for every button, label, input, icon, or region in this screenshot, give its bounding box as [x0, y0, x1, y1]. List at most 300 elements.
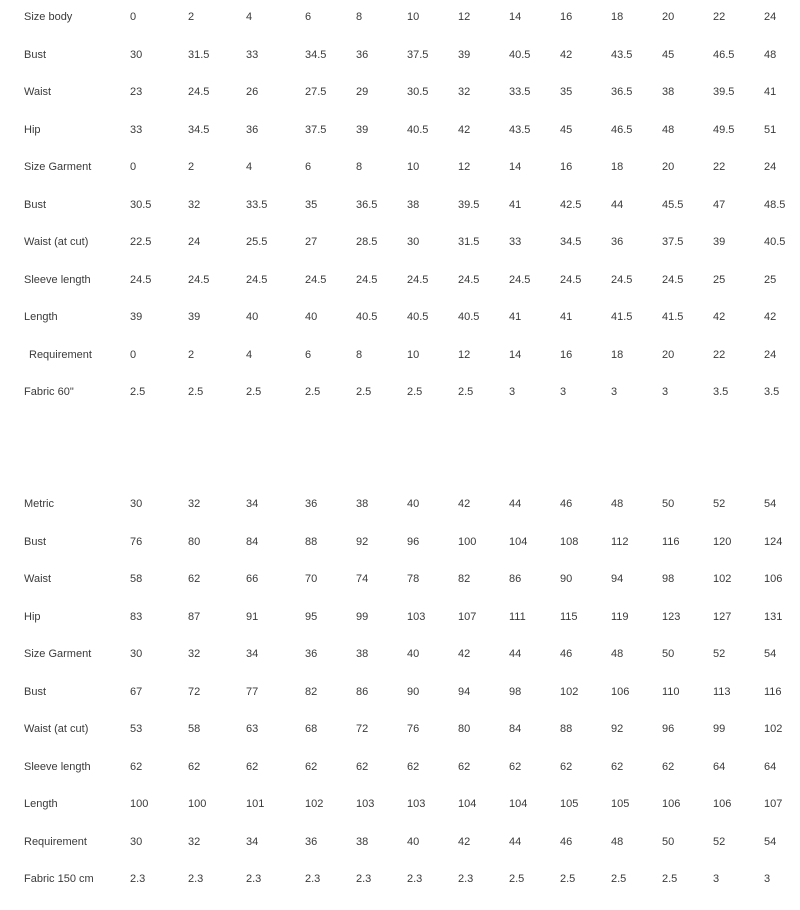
table-cell: 10: [407, 161, 420, 173]
metric-size-chart: [0, 497, 800, 910]
table-cell: 45.5: [662, 198, 684, 211]
row-label: Size Garment: [24, 161, 92, 173]
table-cell: 54: [764, 648, 777, 660]
table-cell: 105: [611, 798, 630, 810]
table-cell: 63: [246, 723, 259, 735]
table-cell: 41: [509, 198, 522, 211]
table-cell: 3: [509, 386, 516, 398]
table-cell: 2: [188, 11, 195, 23]
table-cell: 6: [305, 348, 312, 361]
table-cell: 51: [764, 123, 777, 136]
table-cell: 37.5: [407, 48, 429, 61]
table-cell: 103: [407, 798, 426, 810]
table-cell: 62: [246, 760, 259, 773]
table-cell: 24.5: [662, 273, 684, 286]
table-cell: 30: [130, 835, 143, 848]
table-cell: 14: [509, 348, 522, 361]
row-label: Waist: [24, 86, 52, 98]
row-label: Bust: [24, 685, 47, 698]
table-cell: 50: [662, 648, 675, 660]
table-cell: 52: [713, 835, 726, 848]
table-cell: 40.5: [509, 48, 531, 61]
table-cell: 43.5: [509, 123, 531, 136]
table-cell: 106: [662, 798, 681, 810]
table-cell: 106: [713, 798, 732, 810]
table-cell: 102: [560, 685, 579, 698]
table-row: [0, 497, 800, 535]
table-cell: 40: [407, 648, 420, 660]
table-cell: 48: [662, 123, 675, 136]
table-cell: 2.3: [130, 873, 146, 885]
table-cell: 41.5: [662, 311, 684, 323]
table-cell: 99: [713, 723, 726, 735]
table-cell: 107: [764, 798, 783, 810]
table-row: [0, 348, 800, 386]
table-row: [0, 48, 800, 86]
table-cell: 40: [246, 311, 259, 323]
table-row: [0, 872, 800, 910]
table-cell: 87: [188, 610, 201, 623]
table-cell: 38: [356, 498, 369, 510]
table-cell: 8: [356, 11, 363, 23]
table-cell: 44: [509, 648, 522, 660]
table-cell: 100: [188, 798, 207, 810]
table-cell: 36: [356, 48, 369, 61]
table-cell: 106: [611, 685, 630, 698]
table-cell: 4: [246, 161, 253, 173]
table-cell: 62: [611, 760, 624, 773]
table-cell: 41: [764, 86, 777, 98]
table-cell: 42: [764, 311, 777, 323]
table-cell: 30: [130, 48, 143, 61]
table-cell: 62: [305, 760, 318, 773]
table-cell: 25.5: [246, 236, 268, 248]
table-cell: 62: [130, 760, 143, 773]
row-label: Length: [24, 311, 58, 323]
table-cell: 10: [407, 348, 420, 361]
table-cell: 80: [458, 723, 471, 735]
table-cell: 58: [130, 573, 143, 585]
table-cell: 35: [305, 198, 318, 211]
table-cell: 107: [458, 610, 477, 623]
table-cell: 80: [188, 535, 201, 548]
table-cell: 24: [764, 348, 777, 361]
table-cell: 104: [509, 535, 528, 548]
table-cell: 2.3: [246, 873, 262, 885]
table-cell: 40: [305, 311, 318, 323]
table-cell: 103: [407, 610, 426, 623]
row-label: Metric: [24, 498, 54, 510]
table-cell: 88: [305, 535, 318, 548]
table-cell: 74: [356, 573, 369, 585]
table-cell: 120: [713, 535, 732, 548]
table-cell: 47: [713, 198, 726, 211]
table-cell: 4: [246, 11, 253, 23]
table-cell: 34.5: [560, 236, 582, 248]
table-cell: 88: [560, 723, 573, 735]
table-cell: 34: [246, 648, 259, 660]
table-cell: 68: [305, 723, 318, 735]
table-cell: 33: [246, 48, 259, 61]
table-cell: 33: [130, 123, 143, 136]
table-cell: 49.5: [713, 123, 735, 136]
table-cell: 24.5: [407, 273, 429, 286]
table-cell: 30: [130, 648, 143, 660]
table-cell: 58: [188, 723, 201, 735]
table-cell: 38: [407, 198, 420, 211]
table-cell: 64: [713, 760, 726, 773]
table-cell: 66: [246, 573, 259, 585]
table-cell: 82: [305, 685, 318, 698]
table-cell: 92: [611, 723, 624, 735]
table-cell: 82: [458, 573, 471, 585]
table-cell: 54: [764, 835, 777, 848]
table-cell: 40: [407, 498, 420, 510]
table-cell: 20: [662, 11, 675, 23]
table-cell: 2.5: [188, 386, 204, 398]
table-cell: 44: [509, 835, 522, 848]
table-cell: 42: [458, 498, 471, 510]
table-cell: 131: [764, 610, 783, 623]
table-cell: 31.5: [458, 236, 480, 248]
table-cell: 40.5: [458, 311, 480, 323]
table-cell: 16: [560, 161, 573, 173]
table-cell: 23: [130, 86, 143, 98]
table-cell: 22: [713, 348, 726, 361]
table-cell: 30: [407, 236, 420, 248]
table-cell: 42: [458, 123, 471, 136]
table-row: [0, 572, 800, 610]
table-cell: 0: [130, 161, 137, 173]
table-cell: 95: [305, 610, 318, 623]
row-label: Waist (at cut): [24, 723, 89, 735]
table-cell: 8: [356, 348, 363, 361]
table-cell: 2.5: [305, 386, 321, 398]
table-row: [0, 85, 800, 123]
table-cell: 39.5: [713, 86, 735, 98]
table-cell: 42.5: [560, 198, 582, 211]
table-cell: 38: [356, 648, 369, 660]
table-cell: 3: [662, 386, 669, 398]
table-cell: 99: [356, 610, 369, 623]
table-cell: 4: [246, 348, 253, 361]
table-cell: 52: [713, 648, 726, 660]
table-cell: 94: [458, 685, 471, 698]
table-cell: 39: [458, 48, 471, 61]
table-cell: 2.3: [305, 873, 321, 885]
table-cell: 102: [305, 798, 324, 810]
table-cell: 77: [246, 685, 259, 698]
table-cell: 72: [188, 685, 201, 698]
table-cell: 3: [560, 386, 567, 398]
table-cell: 18: [611, 348, 624, 361]
table-cell: 110: [662, 685, 680, 698]
table-cell: 40.5: [407, 123, 429, 136]
table-cell: 18: [611, 161, 624, 173]
table-cell: 106: [764, 573, 783, 585]
table-row: [0, 385, 800, 423]
table-cell: 76: [407, 723, 420, 735]
table-cell: 24.5: [509, 273, 531, 286]
table-cell: 36: [305, 835, 318, 848]
table-cell: 26: [246, 86, 259, 98]
table-cell: 2.5: [130, 386, 146, 398]
table-cell: 30.5: [407, 86, 429, 98]
table-cell: 40.5: [407, 311, 429, 323]
table-cell: 22: [713, 161, 726, 173]
table-cell: 86: [509, 573, 522, 585]
table-cell: 45: [662, 48, 675, 61]
table-cell: 10: [407, 11, 420, 23]
row-label: Size Garment: [24, 648, 92, 660]
table-cell: 16: [560, 348, 573, 361]
table-cell: 41.5: [611, 311, 633, 323]
table-cell: 24: [188, 236, 201, 248]
table-row: [0, 198, 800, 236]
row-label: Requirement: [29, 348, 92, 361]
table-cell: 8: [356, 161, 363, 173]
row-label: Waist: [24, 573, 52, 585]
table-cell: 2.5: [246, 386, 262, 398]
table-row: [0, 123, 800, 161]
table-cell: 25: [713, 273, 726, 286]
table-cell: 32: [188, 498, 201, 510]
table-cell: 111: [509, 610, 526, 623]
table-cell: 29: [356, 86, 369, 98]
table-row: [0, 797, 800, 835]
table-cell: 42: [458, 648, 471, 660]
table-cell: 78: [407, 573, 420, 585]
table-cell: 105: [560, 798, 579, 810]
table-cell: 37.5: [662, 236, 684, 248]
table-cell: 25: [764, 273, 777, 286]
table-cell: 67: [130, 685, 143, 698]
row-label: Bust: [24, 535, 47, 548]
table-cell: 38: [662, 86, 675, 98]
table-cell: 36: [246, 123, 259, 136]
table-cell: 96: [662, 723, 675, 735]
table-cell: 112: [611, 535, 629, 548]
table-cell: 50: [662, 498, 675, 510]
table-cell: 124: [764, 535, 783, 548]
table-row: [0, 235, 800, 273]
table-row: [0, 273, 800, 311]
table-cell: 35: [560, 86, 573, 98]
table-cell: 0: [130, 348, 137, 361]
row-label: Hip: [24, 123, 41, 136]
table-cell: 2.5: [356, 386, 372, 398]
table-cell: 30: [130, 498, 143, 510]
table-cell: 0: [130, 11, 137, 23]
table-cell: 62: [188, 573, 201, 585]
table-cell: 3.5: [713, 386, 729, 398]
table-cell: 36.5: [356, 198, 378, 211]
table-cell: 27: [305, 236, 318, 248]
table-cell: 103: [356, 798, 375, 810]
table-cell: 2.3: [458, 873, 474, 885]
table-cell: 104: [458, 798, 477, 810]
table-cell: 18: [611, 11, 624, 23]
table-cell: 40: [407, 835, 420, 848]
table-row: [0, 722, 800, 760]
table-row: [0, 760, 800, 798]
table-cell: 34.5: [305, 48, 327, 61]
table-cell: 119: [611, 610, 629, 623]
row-label: Length: [24, 798, 58, 810]
row-label: Sleeve length: [24, 273, 91, 286]
table-cell: 44: [611, 198, 624, 211]
table-cell: 46: [560, 835, 573, 848]
table-cell: 100: [130, 798, 149, 810]
table-cell: 32: [188, 648, 201, 660]
table-cell: 44: [509, 498, 522, 510]
table-cell: 39: [130, 311, 143, 323]
table-cell: 62: [356, 760, 369, 773]
table-cell: 31.5: [188, 48, 210, 61]
table-cell: 30.5: [130, 198, 152, 211]
table-cell: 64: [764, 760, 777, 773]
row-label: Fabric 60": [24, 386, 74, 398]
table-cell: 3.5: [764, 386, 780, 398]
table-cell: 91: [246, 610, 259, 623]
table-cell: 115: [560, 610, 578, 623]
table-cell: 98: [509, 685, 522, 698]
table-cell: 62: [662, 760, 675, 773]
row-label: Sleeve length: [24, 760, 91, 773]
table-cell: 39: [188, 311, 201, 323]
table-row: [0, 310, 800, 348]
table-cell: 50: [662, 835, 675, 848]
table-cell: 2.5: [611, 873, 627, 885]
table-cell: 32: [188, 835, 201, 848]
table-cell: 92: [356, 535, 369, 548]
table-cell: 28.5: [356, 236, 378, 248]
row-label: Waist (at cut): [24, 236, 89, 248]
table-cell: 94: [611, 573, 624, 585]
table-row: [0, 685, 800, 723]
table-row: [0, 535, 800, 573]
table-row: [0, 610, 800, 648]
table-row: [0, 647, 800, 685]
table-cell: 72: [356, 723, 369, 735]
table-cell: 22.5: [130, 236, 152, 248]
table-cell: 6: [305, 11, 312, 23]
table-cell: 16: [560, 11, 573, 23]
table-cell: 43.5: [611, 48, 633, 61]
table-cell: 98: [662, 573, 675, 585]
table-cell: 42: [458, 835, 471, 848]
table-cell: 62: [509, 760, 522, 773]
table-cell: 24.5: [130, 273, 152, 286]
table-cell: 2.5: [458, 386, 474, 398]
table-cell: 62: [407, 760, 420, 773]
table-cell: 2.5: [407, 386, 423, 398]
table-cell: 33: [509, 236, 522, 248]
table-cell: 46.5: [611, 123, 633, 136]
table-cell: 86: [356, 685, 369, 698]
table-cell: 70: [305, 573, 318, 585]
table-cell: 24.5: [188, 273, 210, 286]
table-cell: 33.5: [509, 86, 531, 98]
table-cell: 46: [560, 648, 573, 660]
row-label: Size body: [24, 11, 73, 23]
table-cell: 22: [713, 11, 726, 23]
table-cell: 24.5: [188, 86, 210, 98]
table-cell: 41: [560, 311, 573, 323]
table-cell: 2.3: [407, 873, 423, 885]
table-cell: 3: [764, 873, 771, 885]
table-cell: 39: [713, 236, 726, 248]
table-cell: 12: [458, 348, 471, 361]
table-cell: 2.5: [509, 873, 525, 885]
table-cell: 2.3: [356, 873, 372, 885]
table-row: [0, 10, 800, 48]
table-cell: 34: [246, 498, 259, 510]
table-cell: 12: [458, 161, 471, 173]
table-cell: 102: [764, 723, 783, 735]
table-cell: 32: [188, 198, 201, 211]
table-cell: 53: [130, 723, 143, 735]
row-label: Hip: [24, 610, 41, 623]
table-cell: 2: [188, 348, 195, 361]
table-cell: 48: [764, 48, 777, 61]
table-cell: 39.5: [458, 198, 480, 211]
table-cell: 62: [188, 760, 201, 773]
table-cell: 39: [356, 123, 369, 136]
table-cell: 6: [305, 161, 312, 173]
table-cell: 24.5: [611, 273, 633, 286]
table-cell: 76: [130, 535, 143, 548]
table-cell: 36.5: [611, 86, 633, 98]
table-cell: 104: [509, 798, 528, 810]
table-cell: 83: [130, 610, 143, 623]
table-cell: 46.5: [713, 48, 735, 61]
imperial-size-chart: [0, 10, 800, 423]
table-cell: 84: [246, 535, 259, 548]
table-cell: 54: [764, 498, 777, 510]
table-cell: 33.5: [246, 198, 268, 211]
table-cell: 24.5: [560, 273, 582, 286]
table-cell: 14: [509, 161, 522, 173]
table-cell: 20: [662, 348, 675, 361]
table-cell: 127: [713, 610, 732, 623]
table-cell: 90: [407, 685, 420, 698]
table-cell: 36: [305, 498, 318, 510]
row-label: Bust: [24, 48, 47, 61]
table-cell: 27.5: [305, 86, 327, 98]
table-cell: 20: [662, 161, 675, 173]
table-row: [0, 835, 800, 873]
table-cell: 34: [246, 835, 259, 848]
table-cell: 2.3: [188, 873, 204, 885]
table-cell: 101: [246, 798, 265, 810]
table-cell: 48.5: [764, 198, 786, 211]
table-cell: 41: [509, 311, 522, 323]
row-label: Bust: [24, 198, 47, 211]
table-cell: 14: [509, 11, 522, 23]
table-cell: 2.5: [662, 873, 678, 885]
table-cell: 96: [407, 535, 420, 548]
table-cell: 36: [305, 648, 318, 660]
table-cell: 2.5: [560, 873, 576, 885]
table-cell: 12: [458, 11, 471, 23]
table-cell: 116: [662, 535, 680, 548]
table-cell: 102: [713, 573, 732, 585]
table-cell: 40.5: [764, 236, 786, 248]
table-cell: 52: [713, 498, 726, 510]
row-label: Requirement: [24, 835, 87, 848]
table-cell: 34.5: [188, 123, 210, 136]
